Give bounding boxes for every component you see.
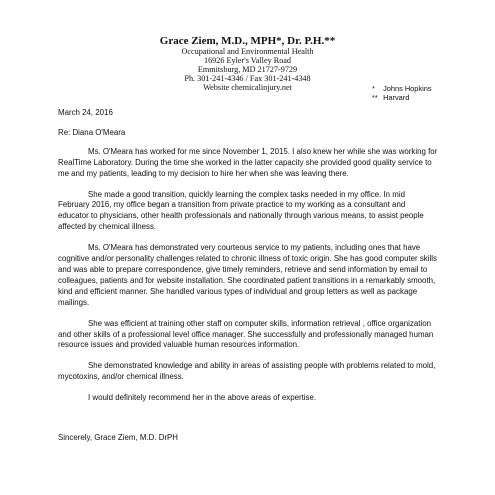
letter-paragraph: Ms. O'Meara has demonstrated very courteous service to my patients, including ones that have cognitive and/or personality challenges related to chronic illness of toxic origin. She has good computer skills and was able to prepare correspondence, give timely reminders, retrieve and send information by email to colleagues, patients and for website installation. She coordinated patient transitions in a remarkably smooth, kind and efficient manner. She handled various types of individual and group letters as well as package mailings. bbox=[58, 243, 437, 307]
letter-re-line: Re: Diana O'Meara bbox=[58, 127, 126, 137]
letterhead-website: Website chemicalinjury.net bbox=[203, 83, 292, 92]
affiliation-school: Johns Hopkins bbox=[383, 84, 432, 93]
letter-paragraph: She made a good transition, quickly learning the complex tasks needed in my office. In mid February 2016, my office began a transition from private practice to my working as a consultant and educator to physicians, other health professionals and nationally through various means, to assist people affected by chemical illness. bbox=[58, 189, 424, 232]
affiliation-mark: * bbox=[372, 84, 375, 93]
letterhead-phone: Ph. 301-241-4346 / Fax 301-241-4348 bbox=[184, 74, 311, 83]
affiliation-item bbox=[372, 84, 432, 93]
letter-paragraph: She demonstrated knowledge and ability in areas of assisting people with problems related to mold, mycotoxins, and/or chemical illness. bbox=[58, 361, 436, 382]
affiliation-school: Harvard bbox=[383, 93, 410, 103]
letterhead-specialty: Occupational and Environmental Health bbox=[181, 47, 314, 56]
letter-body bbox=[58, 108, 438, 414]
letter-paragraph: I would definitely recommend her in the above areas of expertise. bbox=[88, 393, 317, 403]
letter-date: March 24, 2016 bbox=[58, 108, 113, 117]
letter-paragraph: She was efficient at training other staff on computer skills, information retrieval , office organization and other skills of a professional level office manager. She successfully and professionally managed human resource issues and provided valuable human resources information. bbox=[58, 318, 434, 350]
affiliation-item bbox=[372, 93, 432, 102]
affiliations bbox=[372, 84, 432, 103]
letterhead-name: Grace Ziem, M.D., MPH*, Dr. P.H.** bbox=[159, 35, 336, 47]
letter-closing: Sincerely, Grace Ziem, M.D. DrPH bbox=[58, 433, 178, 442]
letterhead-city: Emmitsburg, MD 21727-9729 bbox=[197, 65, 298, 74]
affiliation-mark: ** bbox=[372, 93, 378, 103]
letterhead-street: 16926 Eyler's Valley Road bbox=[203, 56, 292, 65]
letter-paragraph: Ms. O'Meara has worked for me since November 1, 2015. I also knew her while she was working for RealTime Laboratory. During the time she worked in the latter capacity she provided good quality service to me and my patients, leading to my decision to hire her when she was leaving there. bbox=[58, 146, 438, 178]
